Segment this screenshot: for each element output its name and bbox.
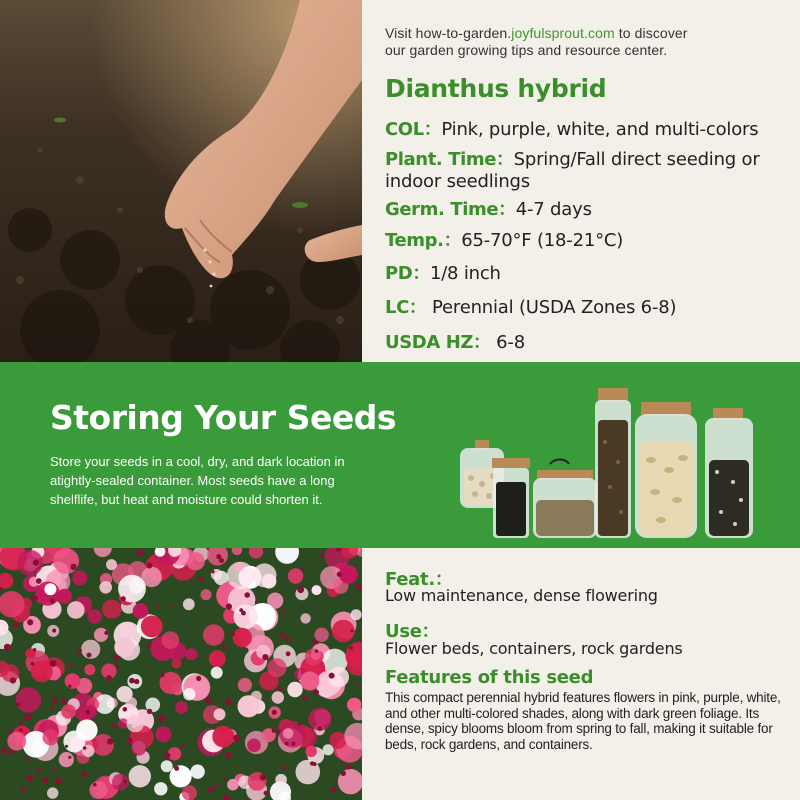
seed-jars-image	[455, 382, 765, 542]
spec-color	[385, 119, 795, 141]
feat-label: Feat.：	[385, 569, 453, 590]
spec-value: 65-70°F (18-21°C)	[461, 230, 624, 251]
spec-value: 6-8	[490, 332, 525, 353]
spec-label: Plant. Time：	[385, 149, 514, 170]
bottom-section	[0, 548, 800, 800]
spec-label: Germ. Time：	[385, 199, 516, 220]
storing-seeds-banner	[0, 362, 800, 548]
top-section	[0, 0, 800, 362]
feat-value: Low maintenance, dense flowering	[385, 586, 658, 605]
product-title: Dianthus hybrid	[385, 74, 607, 103]
spec-hardiness-zone	[385, 332, 795, 354]
features-seed-text: This compact perennial hybrid features flowers in pink, purple, white, and other multi-colored shades, along with dark green foliage. Its dense, spicy blooms bloom from spring to fall, making it suitable for beds, rock gardens, and containers.	[385, 690, 781, 752]
spec-value: Perennial (USDA Zones 6-8)	[426, 297, 677, 318]
storing-text: Store your seeds in a cool, dry, and dark location in atightly-sealed container. Most seeds have a long shelflife, but heat and moisture could shorten it.	[50, 454, 345, 507]
storing-title: Storing Your Seeds	[50, 398, 396, 437]
visit-line2: our garden growing tips and resource center.	[385, 42, 668, 58]
website-notice	[385, 25, 688, 59]
visit-suffix: to discover	[614, 25, 688, 41]
features-panel	[385, 548, 795, 800]
spec-value: Spring/Fall direct seeding or indoor seedlings	[385, 149, 760, 192]
spec-planting-depth	[385, 263, 795, 285]
use-value: Flower beds, containers, rock gardens	[385, 639, 683, 658]
spec-plant-time	[385, 149, 795, 193]
spec-value: 1/8 inch	[429, 263, 501, 284]
spec-life-cycle	[385, 297, 795, 319]
product-info-panel	[385, 0, 800, 362]
spec-label: Temp.：	[385, 230, 462, 251]
features-seed-title: Features of this seed	[385, 667, 594, 688]
spec-label: USDA HZ：	[385, 332, 491, 353]
spec-value: Pink, purple, white, and multi-colors	[441, 119, 759, 140]
hands-sowing-seeds-photo	[0, 0, 362, 362]
spec-temperature	[385, 230, 795, 252]
spec-value: 4-7 days	[515, 199, 592, 220]
spec-germination-time	[385, 199, 795, 221]
spec-label: COL：	[385, 119, 442, 140]
use-label: Use：	[385, 621, 440, 642]
website-link[interactable]: joyfulsprout.com	[511, 25, 615, 41]
spec-label: LC：	[385, 297, 427, 318]
dianthus-flowers-photo	[0, 548, 362, 800]
spec-label: PD：	[385, 263, 430, 284]
visit-prefix: Visit how-to-garden.	[385, 25, 512, 41]
